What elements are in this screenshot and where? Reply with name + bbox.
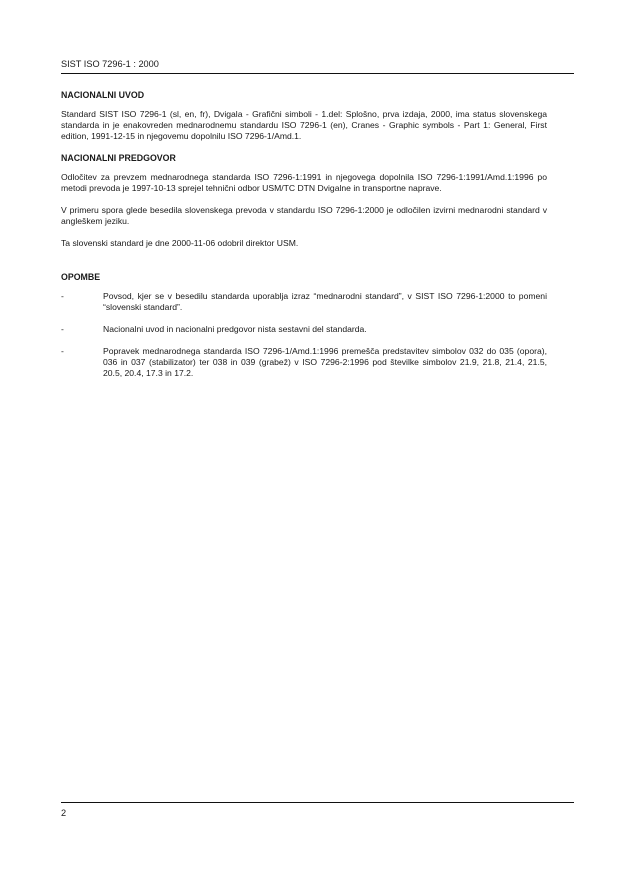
header-rule [61, 73, 574, 74]
section-heading: OPOMBE [61, 272, 101, 282]
paragraph: Standard SIST ISO 7296-1 (sl, en, fr), Dvigala - Grafični simboli - 1.del: Splošno, prva izdaja, 2000, ima status slovenskega standarda in je enakovreden mednarodnemu standardu ISO 7296-1 (en), Cranes - Graphic symbols - Part 1: General, First edition, 1991-12-15 in njegovemu dopolnilu ISO 7296-1/Amd.1. [61, 109, 547, 141]
section-heading: NACIONALNI UVOD [61, 90, 145, 100]
paragraph: Ta slovenski standard je dne 2000-11-06 odobril direktor USM. [61, 238, 299, 248]
section-heading: NACIONALNI PREDGOVOR [61, 153, 176, 163]
list-item [61, 291, 547, 313]
paragraph: V primeru spora glede besedila slovenskega prevoda v standardu ISO 7296-1:2000 je odločilen izvirni mednarodni standard v angleškem jeziku. [61, 205, 547, 226]
section-nacionalni-uvod [61, 90, 547, 142]
section-opombe [61, 272, 547, 379]
bullet-dash: - [61, 291, 64, 301]
notes-list [61, 291, 547, 379]
note-text: Povsod, kjer se v besedilu standarda uporablja izraz “mednarodni standard”, v SIST ISO 7296-1:2000 to pomeni “slovenski standard”. [103, 291, 547, 312]
page-content [61, 90, 547, 390]
footer-rule [61, 802, 574, 803]
note-text: Popravek mednarodnega standarda ISO 7296-1/Amd.1:1996 premešča predstavitev simbolov 032 do 035 (opora), 036 in 037 (stabilizator) ter 038 in 039 (grabež) v ISO 7296-2:1996 pod številke simbolov 21.9, 21.8, 21.4, 21.5, 20.5, 20.4, 17.3 in 17.2. [103, 346, 547, 378]
paragraph: Odločitev za prevzem mednarodnega standarda ISO 7296-1:1991 in njegovega dopolnila ISO 7296-1:1991/Amd.1:1996 po metodi prevoda je 1997-10-13 sprejel tehnični odbor USM/TC DTN Dvigalne in transportne naprave. [61, 172, 547, 193]
note-text: Nacionalni uvod in nacionalni predgovor nista sestavni del standarda. [103, 324, 367, 334]
section-nacionalni-predgovor [61, 153, 547, 249]
bullet-dash: - [61, 324, 64, 334]
page-number: 2 [61, 808, 67, 818]
list-item [61, 346, 547, 379]
running-header: SIST ISO 7296-1 : 2000 [61, 59, 159, 69]
bullet-dash: - [61, 346, 64, 356]
list-item [61, 324, 547, 335]
